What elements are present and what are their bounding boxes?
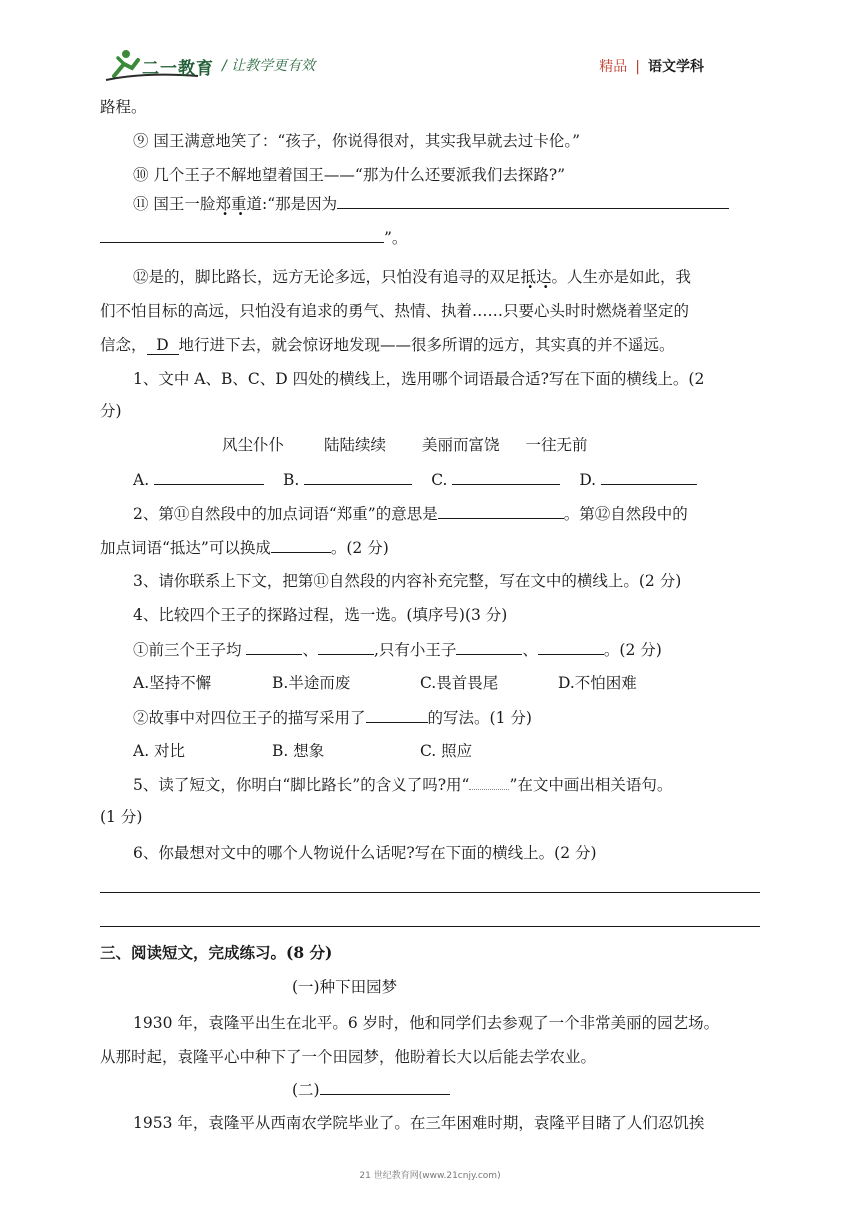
option-a: A.坚持不懈 [133, 674, 212, 692]
brand-slogan: / 让教学更有效 [222, 58, 316, 74]
option-imagine: B. 想象 [272, 742, 325, 760]
page-footer: 21 世纪教育网(www.21cnjy.com) [359, 1171, 501, 1181]
question-5-cont: (1 分) [100, 808, 143, 826]
option-echo: C. 照应 [420, 742, 473, 760]
question-1-cont: 分) [100, 402, 122, 420]
answer-blank-b[interactable] [304, 468, 412, 485]
p11-end: ”。 [384, 229, 408, 247]
subject-label: 语文学科 [648, 59, 704, 75]
question-4: 4、比较四个王子的探路过程，选一选。(填序号)(3 分) [133, 606, 508, 624]
header-subject [599, 56, 704, 76]
word-3: 美丽而富饶 [422, 436, 500, 454]
dotted-char-di: 抵 [520, 268, 537, 286]
answer-blank-p11-cont[interactable] [100, 226, 384, 243]
question-1: 1、文中 A、B、C、D 四处的横线上，选用哪个词语最合适?写在下面的横线上。(2 [133, 370, 705, 388]
header-separator: | [635, 59, 640, 75]
word-4: 一往无前 [525, 436, 588, 454]
question-6: 6、你最想对文中的哪个人物说什么话呢?写在下面的横线上。(2 分) [133, 844, 597, 862]
p11-text-a: ⑪ 国王一脸 [133, 195, 216, 213]
section-3-p1-line-1: 1930 年，袁隆平出生在北平。6 岁时，他和同学们去参观了一个非常美丽的园艺场。 [133, 1014, 720, 1032]
word-2: 陆陆续续 [324, 436, 387, 454]
quality-badge: 精品 [599, 59, 628, 75]
answer-blank-q4-2[interactable] [318, 638, 374, 655]
section-3-p2-line-1: 1953 年，袁隆平从西南农学院毕业了。在三年困难时期，袁隆平目睹了人们忍饥挨 [133, 1114, 705, 1132]
q1-word-bank [222, 434, 642, 456]
section-3-title: 三、阅读短文，完成练习。(8 分) [100, 943, 333, 962]
p11-text-b: 道:“那是因为 [246, 195, 338, 213]
paragraph-12-line-2: 们不怕目标的高远，只怕没有追求的勇气、热情、执着……只要心头时时燃烧着坚定的 [100, 302, 690, 320]
answer-blank-q4-1[interactable] [246, 638, 302, 655]
dotted-char-zhong: 重 [230, 195, 247, 213]
question-2-cont: 加点词语“抵达”可以换成 。(2 分) [100, 536, 762, 559]
answer-blank-subtitle-2[interactable] [320, 1078, 450, 1095]
paragraph-12-line-1: ⑫是的，脚比路长，远方无论多远，只怕没有追寻的双足抵达。人生亦是如此，我 [133, 268, 692, 286]
answer-blank-c[interactable] [452, 468, 560, 485]
answer-blank-q2a[interactable] [438, 502, 564, 519]
dotted-char-da: 达 [536, 268, 552, 286]
brand-name: 二一教育 [142, 59, 214, 79]
answer-blank-a[interactable] [154, 468, 264, 485]
dotted-char-zheng: 郑 [215, 195, 231, 213]
wavy-underline-sample [469, 777, 509, 790]
paragraph-9: ⑨ 国王满意地笑了：“孩子，你说得很对，其实我早就去过卡伦。” [133, 132, 581, 150]
question-4-part-2: ②故事中对四位王子的描写采用了 的写法。(1 分) [133, 706, 763, 729]
question-4-part-1: ①前三个王子均 、 ,只有小王子 、 。(2 分) [133, 638, 763, 661]
question-2: 2、第⑪自然段中的加点词语“郑重”的意思是 。第⑫自然段中的 [133, 502, 763, 525]
q4-options [133, 672, 763, 694]
option-b: B.半途而废 [272, 674, 351, 692]
answer-blank-d[interactable] [601, 468, 697, 485]
question-5: 5、读了短文，你明白“脚比路长”的含义了吗?用“ ”在文中画出相关语句。 [133, 776, 673, 794]
story-line-0: 路程。 [100, 98, 147, 116]
answer-blank-q2b[interactable] [271, 536, 331, 553]
section-3-sub-1: (一)种下田园梦 [292, 978, 398, 996]
answer-blank-q4-3[interactable] [456, 638, 522, 655]
q1-answer-row: A. B. C. D. [133, 468, 763, 491]
answer-line-q6-1[interactable] [100, 892, 760, 893]
section-3-sub-2: (二) [292, 1078, 592, 1101]
answer-blank-q4-4[interactable] [538, 638, 604, 655]
option-contrast: A. 对比 [133, 742, 186, 760]
q4-2-options [133, 740, 763, 762]
answer-blank-p11[interactable] [337, 192, 729, 209]
blank-d: D [147, 334, 179, 355]
paragraph-11 [133, 192, 763, 215]
answer-blank-q4-5[interactable] [366, 706, 428, 723]
paragraph-10: ⑩ 几个王子不解地望着国王——“那为什么还要派我们去探路?” [133, 166, 566, 184]
option-c: C.畏首畏尾 [420, 674, 499, 692]
section-3-p1-line-2: 从那时起，袁隆平心中种下了一个田园梦，他盼着长大以后能去学农业。 [100, 1048, 597, 1066]
answer-line-q6-2[interactable] [100, 926, 760, 927]
question-3: 3、请你联系上下文，把第⑪自然段的内容补充完整，写在文中的横线上。(2 分) [133, 572, 682, 590]
word-1: 风尘仆仆 [222, 436, 285, 454]
paragraph-12-line-3: 信念， D 地行进下去，就会惊讶地发现——很多所谓的远方，其实真的并不遥远。 [100, 336, 675, 354]
page-header [0, 0, 860, 95]
option-d: D.不怕困难 [558, 674, 637, 692]
paragraph-11-cont [100, 226, 762, 249]
